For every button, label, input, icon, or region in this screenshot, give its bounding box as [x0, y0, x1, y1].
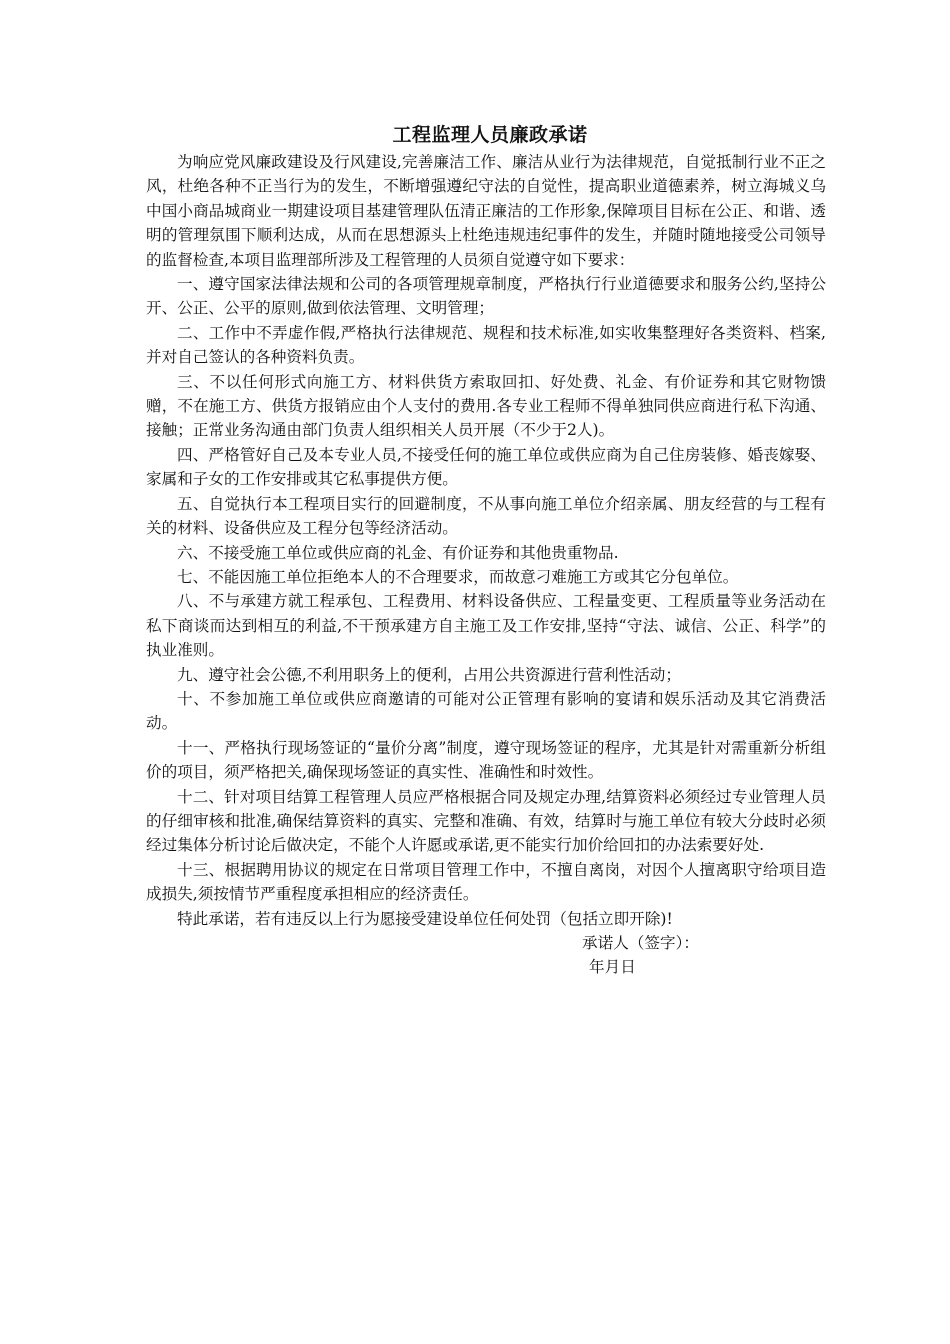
clause-8: 八、不与承建方就工程承包、工程费用、材料设备供应、工程量变更、工程质量等业务活动在私下商谈而达到相互的利益,不干预承建方自主施工及工作安排,坚持“守法、诚信、公正、科学”的执业准则。 [146, 592, 826, 660]
clause-4: 四、严格管好自己及本专业人员,不接受任何的施工单位或供应商为自己住房装修、婚丧嫁娶、家属和子女的工作安排或其它私事提供方便。 [146, 445, 826, 489]
date-label: 年月日 [589, 958, 636, 977]
signature-label: 承诺人（签字）： [582, 934, 699, 952]
clause-13: 十三、根据聘用协议的规定在日常项目管理工作中，不擅自离岗，对因个人擅离职守给项目造成损失,须按情节严重程度承担相应的经济责任。 [146, 860, 826, 904]
clause-10: 十、不参加施工单位或供应商邀请的可能对公正管理有影响的宴请和娱乐活动及其它消费活动。 [146, 689, 826, 733]
clause-6: 六、不接受施工单位或供应商的礼金、有价证券和其他贵重物品. [177, 543, 619, 562]
clause-7: 七、不能因施工单位拒绝本人的不合理要求，而故意刁难施工方或其它分包单位。 [177, 567, 739, 586]
clause-2: 二、工作中不弄虚作假,严格执行法律规范、规程和技术标准,如实收集整理好各类资料、档案,并对自己签认的各种资料负责。 [146, 323, 826, 367]
clause-5: 五、自觉执行本工程项目实行的回避制度，不从事向施工单位介绍亲属、朋友经营的与工程有关的材料、设备供应及工程分包等经济活动。 [146, 494, 826, 538]
intro-paragraph: 为响应党风廉政建设及行风建设,完善廉洁工作、廉洁从业行为法律规范，自觉抵制行业不正之风，杜绝各种不正当行为的发生，不断增强遵纪守法的自觉性，提高职业道德素养，树立海城义乌中国小商品城商业一期建设项目基建管理队伍清正廉洁的工作形象,保障项目目标在公正、和谐、透明的管理氛围下顺利达成，从而在思想源头上杜绝违规违纪事件的发生，并随时随地接受公司领导的监督检查,本项目监理部所涉及工程管理的人员须自觉遵守如下要求： [146, 153, 826, 269]
clause-11: 十一、严格执行现场签证的“量价分离”制度，遵守现场签证的程序，尤其是针对需重新分析组价的项目，须严格把关,确保现场签证的真实性、准确性和时效性。 [146, 738, 826, 782]
clause-3: 三、不以任何形式向施工方、材料供货方索取回扣、好处费、礼金、有价证券和其它财物馈赠，不在施工方、供货方报销应由个人支付的费用.各专业工程师不得单独同供应商进行私下沟通、接触；正常业务沟通由部门负责人组织相关人员开展（不少于2人)。 [146, 372, 826, 440]
document-page [146, 122, 826, 980]
closing-statement: 特此承诺，若有违反以上行为愿接受建设单位任何处罚（包括立即开除)! [177, 909, 673, 928]
document-title: 工程监理人员廉政承诺 [392, 124, 588, 146]
clause-12: 十二、针对项目结算工程管理人员应严格根据合同及规定办理,结算资料必须经过专业管理人员的仔细审核和批准,确保结算资料的真实、完整和准确、有效，结算时与施工单位有较大分歧时必须经过集体分析讨论后做决定，不能个人许愿或承诺,更不能实行加价给回扣的办法索要好处. [146, 787, 826, 855]
clause-1: 一、遵守国家法律法规和公司的各项管理规章制度，严格执行行业道德要求和服务公约,坚持公开、公正、公平的原则,做到依法管理、文明管理； [146, 275, 826, 318]
clause-9: 九、遵守社会公德,不利用职务上的便利，占用公共资源进行营利性活动； [177, 665, 681, 684]
